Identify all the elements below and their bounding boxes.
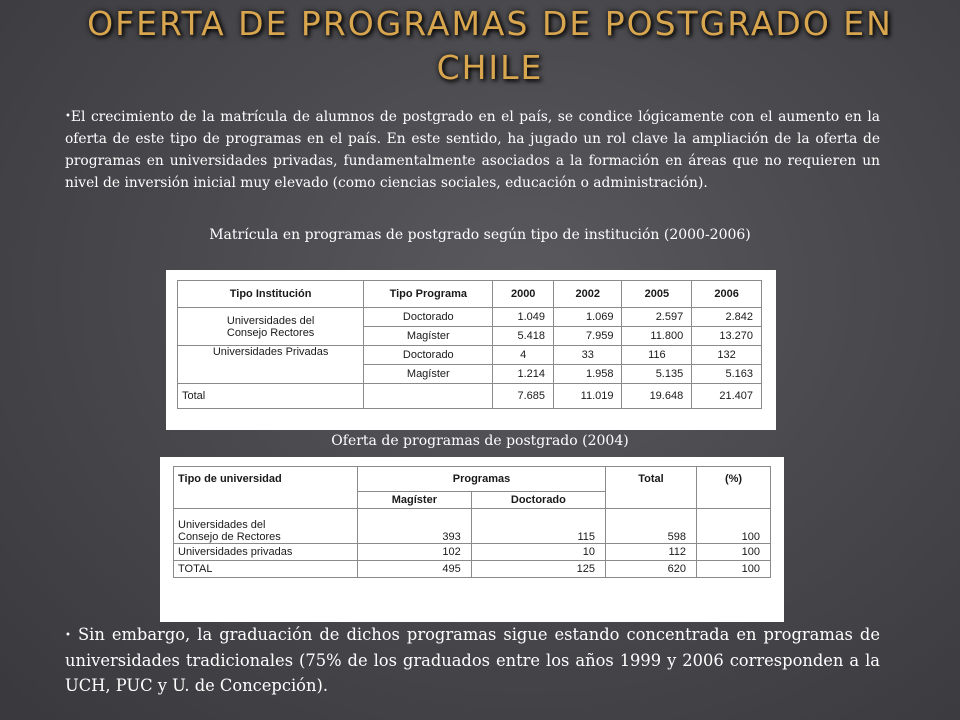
intro-paragraph	[65, 106, 880, 194]
col-header: (%)	[697, 467, 771, 492]
col-header: Tipo de universidad	[174, 467, 358, 492]
table-row	[178, 346, 762, 365]
university-cell: TOTAL	[174, 561, 358, 578]
table2-frame	[160, 457, 784, 622]
institution-cell: Universidades del Consejo Rectores	[178, 308, 364, 346]
value-cell: 1.049	[493, 308, 554, 327]
closing-text: Sin embargo, la graduación de dichos programas sigue estando concentrada en programas de universidades tradicionales (75% de los graduados entre los años 1999 y 2006 corresponden a la UCH, PUC y U. de Concepción).	[65, 625, 880, 695]
empty-cell	[606, 492, 697, 509]
bullet-icon: •	[65, 111, 71, 122]
value-cell: 393	[358, 509, 472, 544]
empty-cell	[697, 492, 771, 509]
col-header: Programas	[358, 467, 606, 492]
value-cell: 100	[697, 509, 771, 544]
col-header: Tipo Programa	[364, 281, 493, 308]
program-cell: Doctorado	[364, 346, 493, 365]
slide-title: OFERTA DE PROGRAMAS DE POSTGRADO EN CHILE	[87, 4, 893, 87]
value-cell: 5.135	[622, 365, 692, 384]
value-cell: 102	[358, 544, 472, 561]
value-cell: 132	[692, 346, 762, 365]
intro-text: El crecimiento de la matrícula de alumnos de postgrado en el país, se condice lógicamente con el aumento en la oferta de este tipo de programas en el país. En este sentido, ha jugado un rol clave la ampliación de la oferta de programas en universidades privadas, fundamentalmente asociados a la formación en áreas que no requieren un nivel de inversión inicial muy elevado (como ciencias sociales, educación o administración).	[65, 109, 880, 191]
value-cell: 598	[606, 509, 697, 544]
program-cell: Magíster	[364, 327, 493, 346]
total-cell: 21.407	[692, 384, 762, 409]
value-cell: 2.597	[622, 308, 692, 327]
value-cell: 13.270	[692, 327, 762, 346]
total-cell: 495	[358, 561, 472, 578]
table2-caption: Oferta de programas de postgrado (2004)	[331, 433, 629, 449]
table1-caption: Matrícula en programas de postgrado según tipo de institución (2000-2006)	[209, 227, 751, 243]
value-cell: 10	[471, 544, 605, 561]
total-row	[178, 384, 762, 409]
university-cell: Universidades privadas	[174, 544, 358, 561]
total-row	[174, 561, 771, 578]
col-header: Total	[606, 467, 697, 492]
value-cell: 115	[471, 509, 605, 544]
bullet-icon: •	[65, 630, 71, 641]
value-cell: 33	[553, 346, 622, 365]
col-header: Tipo Institución	[178, 281, 364, 308]
col-header: 2005	[622, 281, 692, 308]
total-cell: 125	[471, 561, 605, 578]
total-cell: 11.019	[553, 384, 622, 409]
value-cell: 5.163	[692, 365, 762, 384]
value-cell: 7.959	[553, 327, 622, 346]
value-cell: 5.418	[493, 327, 554, 346]
program-cell: Doctorado	[364, 308, 493, 327]
empty-cell	[364, 384, 493, 409]
institution-cell: Universidades Privadas	[178, 346, 364, 384]
total-cell: 100	[697, 561, 771, 578]
table-row	[174, 509, 771, 544]
program-cell: Magíster	[364, 365, 493, 384]
total-label: Total	[178, 384, 364, 409]
value-cell: 1.069	[553, 308, 622, 327]
value-cell: 2.842	[692, 308, 762, 327]
empty-cell	[174, 492, 358, 509]
closing-paragraph	[65, 622, 880, 698]
col-header: 2000	[493, 281, 554, 308]
value-cell: 112	[606, 544, 697, 561]
value-cell: 1.958	[553, 365, 622, 384]
university-cell: Universidades del Consejo de Rectores	[174, 509, 358, 544]
value-cell: 4	[493, 346, 554, 365]
value-cell: 1.214	[493, 365, 554, 384]
programs-offer-table	[173, 466, 771, 596]
total-cell: 620	[606, 561, 697, 578]
table1-frame	[166, 270, 776, 430]
col-header: 2002	[553, 281, 622, 308]
table-row	[174, 544, 771, 561]
value-cell: 11.800	[622, 327, 692, 346]
table-padding	[174, 578, 771, 597]
value-cell: 116	[622, 346, 692, 365]
total-cell: 7.685	[493, 384, 554, 409]
col-header: Doctorado	[471, 492, 605, 509]
total-cell: 19.648	[622, 384, 692, 409]
enrollment-table	[177, 280, 762, 409]
value-cell: 100	[697, 544, 771, 561]
col-header: 2006	[692, 281, 762, 308]
col-header: Magíster	[358, 492, 472, 509]
table-row	[178, 308, 762, 327]
